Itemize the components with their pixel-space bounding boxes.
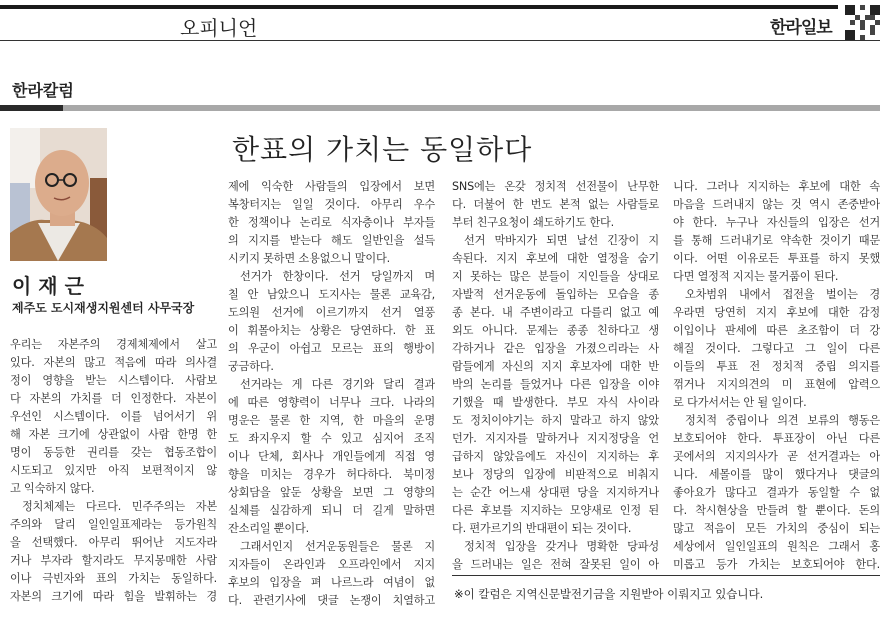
- text-line: 의 지지를 받는다 해도 일반인을 설득: [228, 234, 435, 247]
- text-line: 미롭고 등가 가치는 보호되어야 한다.: [673, 558, 880, 571]
- header-rule: [0, 5, 838, 9]
- text-line: 꺾거나 지지의견의 미 표현에 압력으: [673, 378, 880, 391]
- text-line: 기했을 때 발생한다. 부모 자식 사이라: [452, 396, 659, 409]
- text-line: 그래서인지 선거운동원들은 물론 지: [240, 540, 435, 553]
- header-divider: [0, 40, 880, 41]
- text-line: 지 못하는 많은 분들이 지인들을 상대로: [452, 270, 659, 283]
- text-line: 있다. 자본의 많고 적음에 따라 의사결: [10, 356, 217, 369]
- text-line: 정치적 입장을 갖거나 명확한 당파성: [464, 540, 659, 553]
- article-column-3: [452, 178, 659, 574]
- text-line: 상회담을 앞둔 상황을 보면 그 영향의: [228, 486, 435, 499]
- text-line: 종 본다. 내 주변이라고 다를리 없고 예: [452, 306, 659, 319]
- text-line: 선거 막바지가 되면 날선 긴장이 지: [464, 234, 659, 247]
- text-line: 는 순간 어느새 상대편 당을 지지하거나: [452, 486, 659, 499]
- footnote-divider: [452, 575, 880, 576]
- text-line: 우라면 당연히 지지 후보에 대한 감정: [673, 306, 880, 319]
- text-line: 다. 더불어 한 번도 본적 없는 사람들로: [452, 198, 659, 211]
- author-role: 제주도 도시재생지원센터 사무국장: [12, 301, 195, 315]
- text-line: 한 정책이나 논리로 식자층이나 부자들: [228, 216, 435, 229]
- text-line: 거나 부자라 할지라도 무지몽매한 사람: [10, 554, 217, 567]
- text-line: 이입이나 판세에 따른 초조함이 더 강: [673, 324, 880, 337]
- text-line: 잔소리일 뿐이다.: [228, 522, 309, 535]
- article-column-4: [673, 178, 880, 574]
- text-line: 좋아요가 많다고 결과가 동일할 수 없: [673, 486, 880, 499]
- text-line: 을 드러내는 일은 전혀 잘못된 일이 아: [452, 558, 659, 571]
- qr-code-icon: [845, 5, 880, 40]
- text-line: 궁금하다.: [228, 360, 274, 373]
- text-line: 부터 친구요청이 쇄도하기도 한다.: [452, 216, 614, 229]
- text-line: 선거가 한창이다. 선거 당일까지 며: [240, 270, 435, 283]
- text-line: 해 자본 크기에 상관없이 사람 한명 한: [10, 428, 217, 441]
- text-line: 세상에서 일인일표의 원칙은 그래서 홍: [673, 540, 880, 553]
- author-name: 이 재 근: [12, 274, 84, 298]
- text-line: 속된다. 지지 후보에 대한 열정을 숨기: [452, 252, 659, 265]
- text-line: 선거라는 게 다른 경기와 달리 결과: [240, 378, 435, 391]
- text-line: 제에 익숙한 사람들의 입장에서 보면: [228, 180, 435, 193]
- text-line: 보호되어야 한다. 투표장이 아닌 다른: [673, 432, 880, 445]
- text-line: 도의원 선거에 이르기까지 선거 열풍: [228, 306, 435, 319]
- article-title: 한표의 가치는 동일하다: [232, 133, 533, 166]
- text-line: 야 한다. 누구나 자신들의 입장은 선거: [673, 216, 880, 229]
- text-line: 이나 단체, 회사나 개인들에게 직접 영: [228, 450, 435, 463]
- text-line: 이들의 투표 전 정치적 중립 의지를: [673, 360, 880, 373]
- text-line: 해질 것이다. 그렇다고 그 일이 다른: [673, 342, 880, 355]
- newspaper-logo: 한라일보: [770, 18, 832, 38]
- text-line: 로 다가서서는 안 될 일이다.: [673, 396, 807, 409]
- text-line: 마음을 드러내지 않는 것 역시 존중받아: [673, 198, 880, 211]
- text-line: 후보의 입장을 펴 나르느라 여념이 없: [228, 576, 435, 589]
- text-line: 칠 안 남았으니 도지사는 물론 교육감,: [228, 288, 435, 301]
- column-name: 한라칼럼: [12, 81, 74, 100]
- text-line: 시도되고 있지만 아직 보편적이지 않: [10, 464, 217, 477]
- text-line: 급하지 않았음에도 자신이 지지하는 후: [452, 450, 659, 463]
- text-line: 명운은 물론 한 지역, 한 마을의 운명: [228, 414, 435, 427]
- text-line: 오차범위 내에서 접전을 벌이는 경: [685, 288, 880, 301]
- text-line: 자발적 선거운동에 돌입하는 모습을 종: [452, 288, 659, 301]
- text-line: 각하거나 같은 입장을 가졌으리라는 사: [452, 342, 659, 355]
- text-line: 다 자본의 가치를 더 인정한다. 자본이: [10, 392, 217, 405]
- article-column-2: [228, 178, 435, 610]
- text-line: 명이 동등한 권리를 갖는 협동조합이: [10, 446, 217, 459]
- text-line: 에 따른 영향력이 너무나 크다. 나라의: [228, 396, 435, 409]
- text-line: 박의 논리를 들었거나 다른 입장을 이야: [452, 378, 659, 391]
- text-line: 의 우군이 아쉽고 모르는 표의 행방이: [228, 342, 435, 355]
- text-line: 정치체제는 다르다. 민주주의는 자본: [22, 500, 217, 513]
- text-line: 다. 관련기사에 댓글 논쟁이 치열하고: [228, 594, 435, 607]
- text-line: 람들에게 자신의 지지 후보자에 대한 반: [452, 360, 659, 373]
- column-bar-accent: [0, 105, 63, 111]
- text-line: 니다. 그러나 지지하는 후보에 대한 속: [673, 180, 880, 193]
- article-column-1: [10, 336, 217, 606]
- footnote: ※이 칼럼은 지역신문발전기금을 지원받아 이뤄지고 있습니다.: [454, 587, 764, 601]
- text-line: 주의와 달리 일인일표제라는 등가원칙: [10, 518, 217, 531]
- text-line: 향을 미치는 경우가 허다하다. 북미정: [228, 468, 435, 481]
- text-line: 시키지 못하면 소용없으니 말이다.: [228, 252, 390, 265]
- text-line: 도 정치이야기는 하지 말라고 하지 않았: [452, 414, 659, 427]
- text-line: 을 선택했다. 아무리 뛰어난 지도자라: [10, 536, 217, 549]
- text-line: 보나 정당의 입장에 비판적으로 비춰지: [452, 468, 659, 481]
- text-line: 실체를 실감하게 되니 더 길게 말하면: [228, 504, 435, 517]
- text-line: 지자들이 온라인과 오프라인에서 지지: [228, 558, 435, 571]
- text-line: 고 익숙하지 않다.: [10, 482, 95, 495]
- text-line: 이 휘몰아치는 상황은 당연하다. 한 표: [228, 324, 435, 337]
- section-title: 오피니언: [180, 16, 258, 40]
- text-line: 우리는 자본주의 경제체제에서 살고: [10, 338, 217, 351]
- author-photo: [10, 128, 107, 261]
- text-line: SNS에는 온갖 정치적 선전물이 난무한: [452, 180, 659, 193]
- text-line: 많고 적음이 모든 가치의 중심이 되는: [673, 522, 880, 535]
- text-line: 도 좌지우지 할 수 있고 심지어 조직: [228, 432, 435, 445]
- text-line: 이나 극빈자와 표의 가치는 동일하다.: [10, 572, 217, 585]
- text-line: 정치적 중립이나 의견 보류의 행동은: [685, 414, 880, 427]
- text-line: 다. 편가르기의 반대편이 되는 것이다.: [452, 522, 632, 535]
- text-line: 다른 후보를 지지하는 모양새로 인정 된: [452, 504, 659, 517]
- text-line: 다면 열정적 지지는 물거품이 된다.: [673, 270, 839, 283]
- text-line: 니다. 세몰이를 많이 했다거나 댓글의: [673, 468, 880, 481]
- text-line: 던가. 지지자를 말하거나 지지정당을 언: [452, 432, 659, 445]
- text-line: 곳에서의 지지의사가 곧 선거결과는 아: [673, 450, 880, 463]
- text-line: 정이 영향을 받는 시스템이다. 사람보: [10, 374, 217, 387]
- text-line: 복창터지는 일일 것이다. 아무리 우수: [228, 198, 435, 211]
- text-line: 다. 착시현상을 만들려 할 뿐이다. 돈의: [673, 504, 880, 517]
- text-line: 자본의 크기에 따라 힘을 발휘하는 경: [10, 590, 217, 603]
- text-line: 를 통해 드러내기로 약속한 것이기 때문: [673, 234, 880, 247]
- text-line: 외도 아니다. 문제는 종종 친하다고 생: [452, 324, 659, 337]
- column-bar: [0, 105, 880, 111]
- text-line: 이다. 어떤 이유로든 투표를 하지 못했: [673, 252, 880, 265]
- text-line: 우선인 시스템이다. 이를 넘어서기 위: [10, 410, 217, 423]
